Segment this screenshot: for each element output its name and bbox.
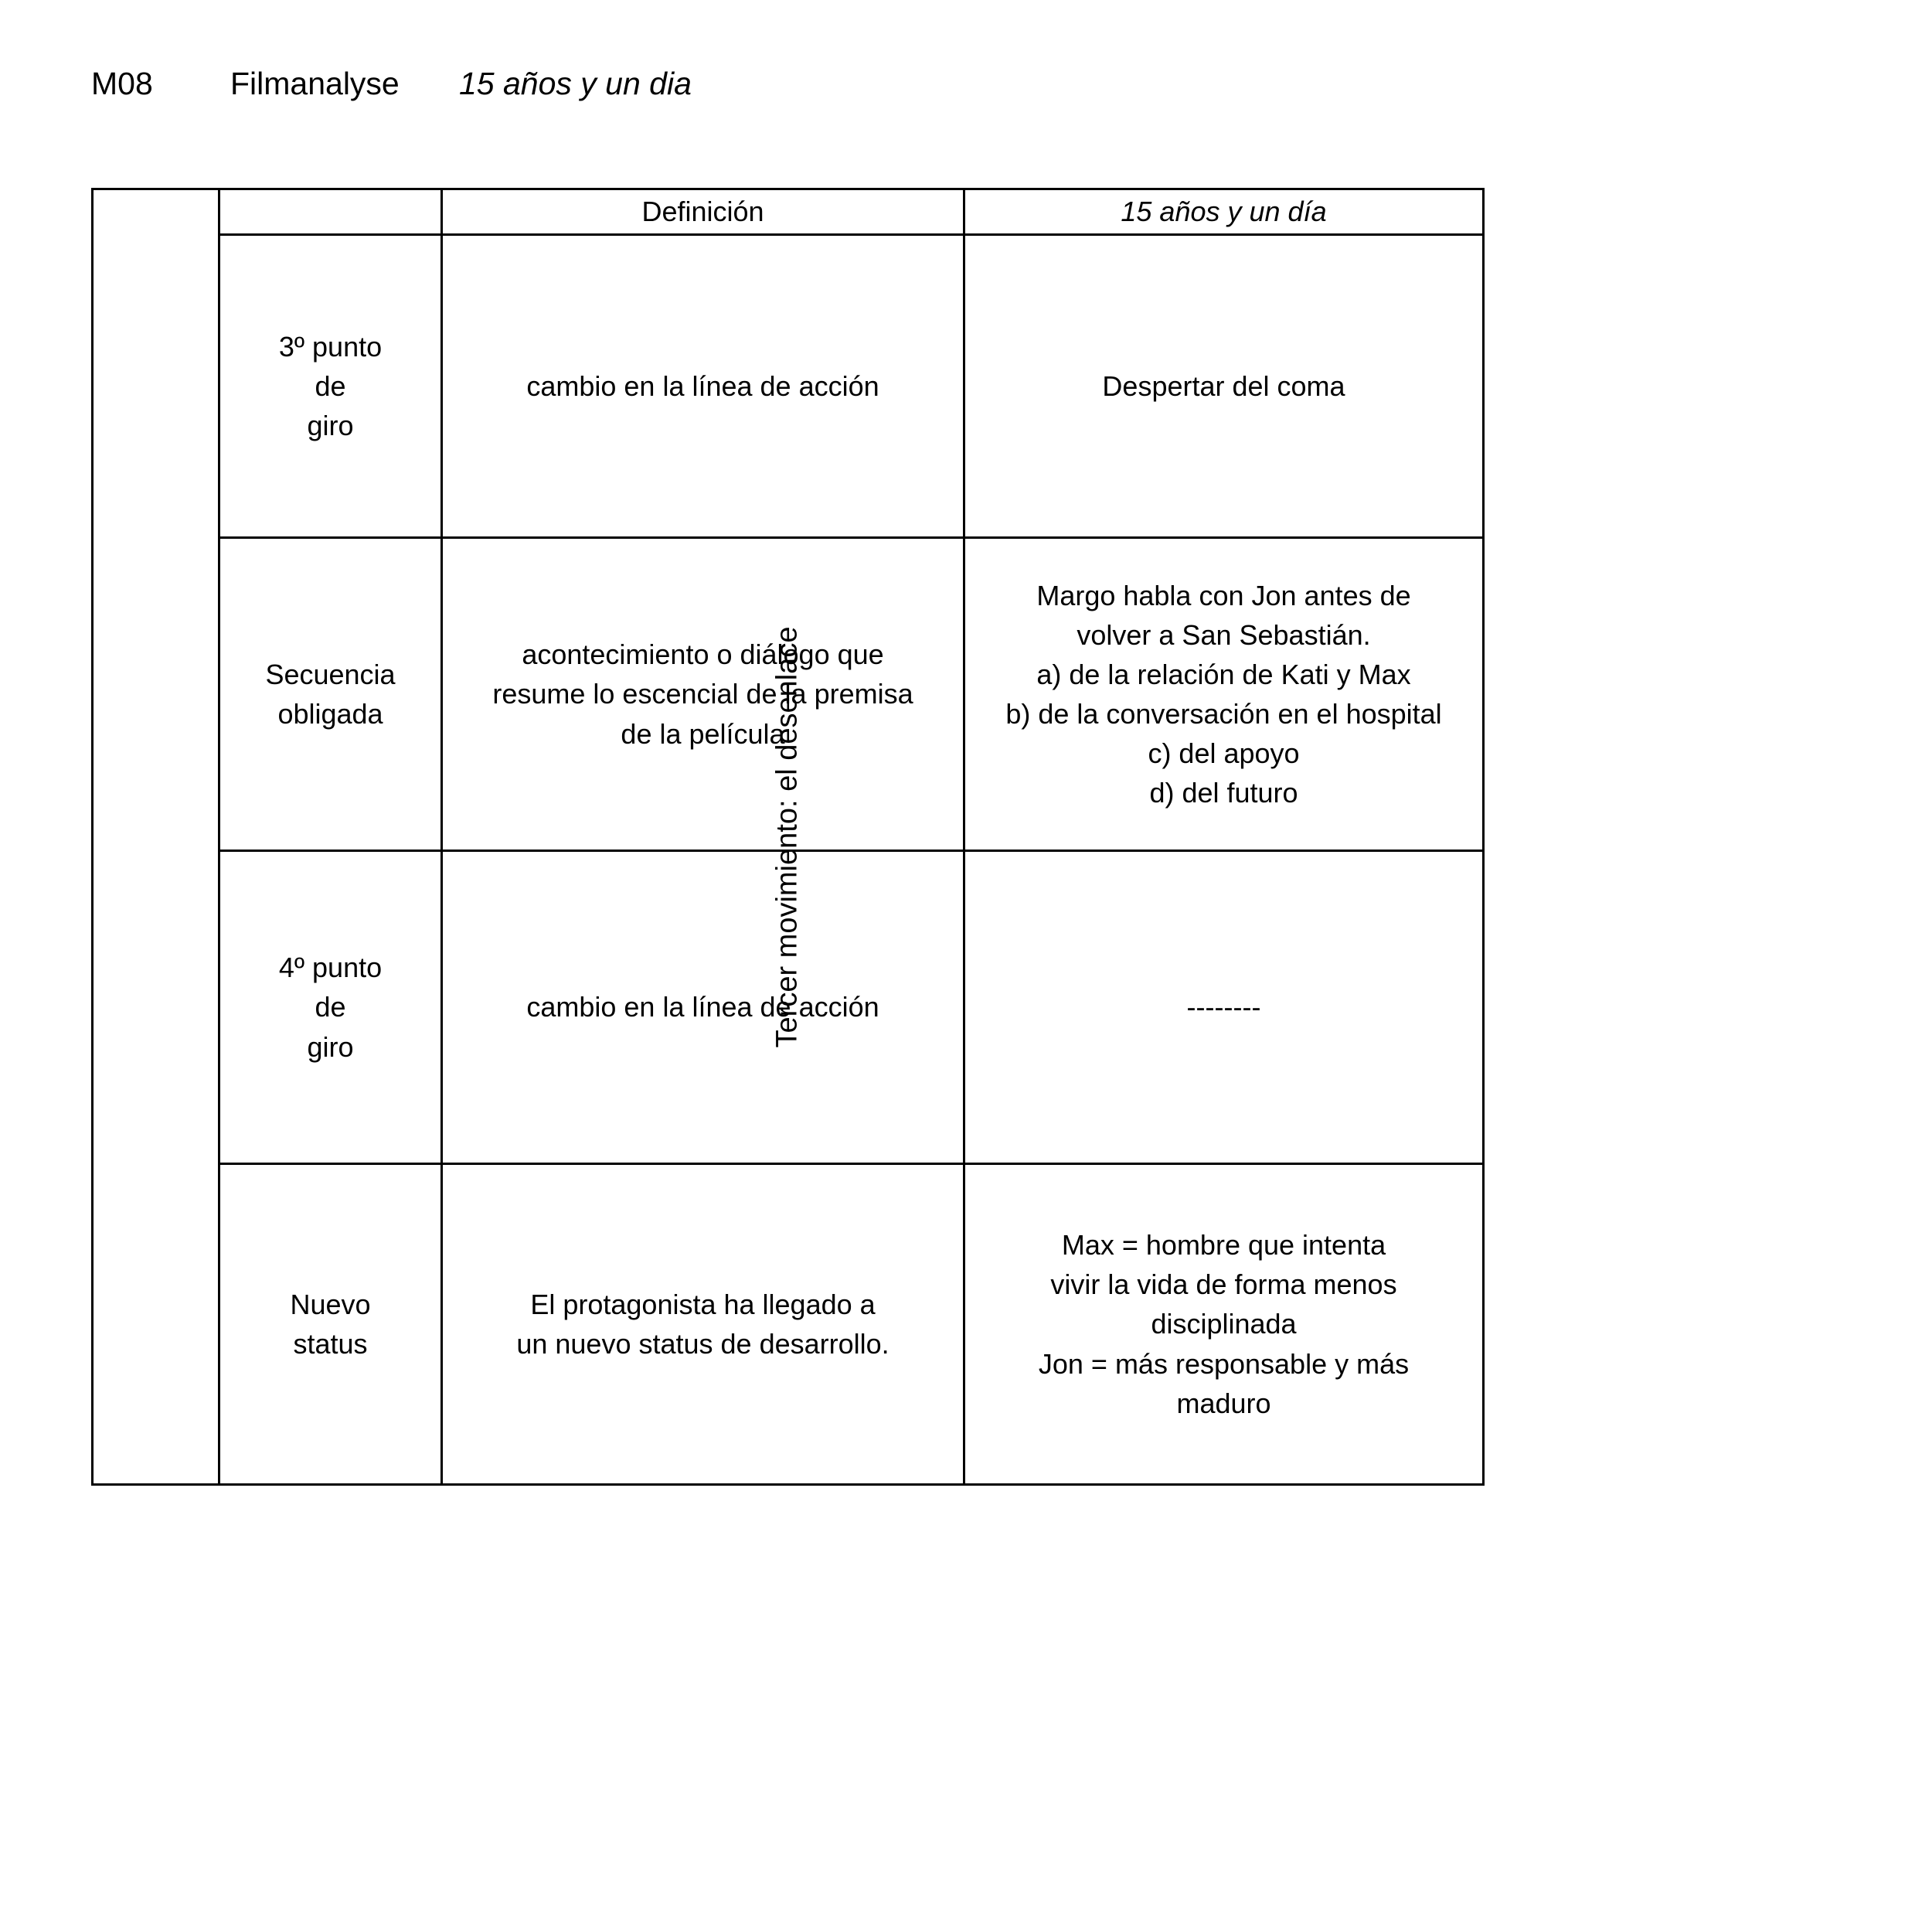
term-lines: 4º punto de giro: [278, 952, 383, 1063]
film-title: 15 años y un dia: [459, 66, 692, 101]
subject-name: Filmanalyse: [230, 66, 400, 101]
term-lines: Secuencia obligada: [265, 658, 396, 730]
film-lines: Despertar del coma: [1102, 369, 1345, 402]
course-code: M08: [91, 66, 153, 101]
film-column-header: 15 años y un día: [964, 189, 1484, 235]
definition-lines: cambio en la línea de acción: [526, 991, 879, 1023]
term-lines: Nuevo status: [290, 1288, 371, 1360]
table-header-row: [93, 189, 1484, 235]
document-header: [91, 68, 692, 100]
movement-label-text: Tercer movimiento: el desenlace: [770, 626, 803, 1047]
definition-column-header: Definición: [442, 189, 964, 235]
analysis-table-wrapper: [91, 188, 1482, 1486]
term-lines: 3º punto de giro: [278, 330, 383, 442]
film-lines: --------: [1186, 991, 1261, 1023]
definition-lines: acontecimiento o diálogo que resume lo escencial de la premisa de la película: [492, 638, 913, 750]
film-analysis-table: [91, 188, 1485, 1486]
film-lines: Margo habla con Jon antes de volver a San Sebastián. a) de la relación de Kati y Max b) de la conversación en el hospital c) del apoyo d) del futuro: [1005, 579, 1442, 809]
film-lines: Max = hombre que intenta vivir la vida de forma menos disciplinada Jon = más responsable y más maduro: [1038, 1229, 1410, 1419]
movement-rotated-box: [91, 188, 1482, 1486]
definition-lines: cambio en la línea de acción: [526, 369, 879, 402]
definition-lines: El protagonista ha llegado a un nuevo status de desarrollo.: [516, 1288, 889, 1360]
